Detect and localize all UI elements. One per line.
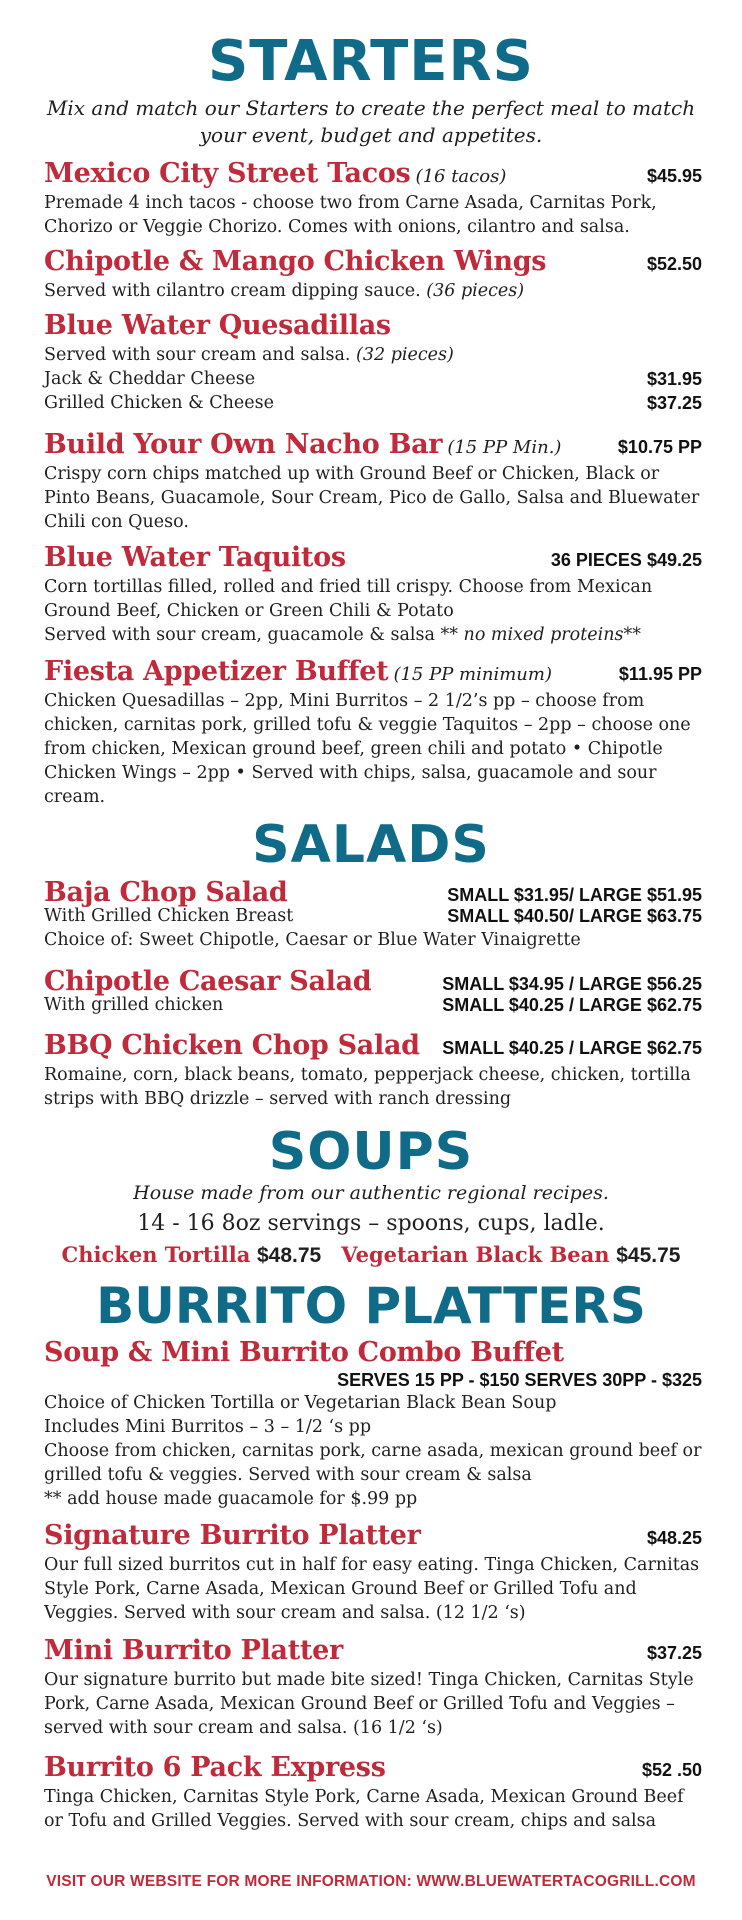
item-name: Chipotle & Mango Chicken Wings (44, 246, 547, 277)
soups-intro: House made from our authentic regional recipes. (133, 1182, 609, 1204)
item-name: Mexico City Street Tacos (44, 158, 411, 189)
item-price: $45.95 (646, 166, 702, 186)
item-price: SMALL $34.95 / LARGE $56.25 (442, 974, 702, 994)
item-price: $10.75 PP (617, 437, 702, 457)
item-description: Served with sour cream and salsa. (44, 345, 351, 365)
option-row (44, 993, 702, 1017)
item-description: Choose from chicken, carnitas pork, carne asada, mexican ground beef or grilled tofu & veggies. Served with sour cream & salsa (44, 1441, 702, 1485)
fiesta-item (0, 655, 742, 809)
item-description: Tinga Chicken, Carnitas Style Pork, Carne Asada, Mexican Ground Beef or Tofu and Grilled Veggies. Served with sour cream, chips and salsa (44, 1787, 684, 1831)
item-price: $11.95 PP (618, 664, 702, 684)
item-price: $48.25 (646, 1528, 702, 1548)
item-description: Served with cilantro cream dipping sauce. (44, 281, 421, 301)
item-description: Romaine, corn, black beans, tomato, pepperjack cheese, chicken, tortilla strips with BBQ drizzle – served with ranch dressing (44, 1065, 691, 1109)
wings-item (0, 245, 742, 303)
item-description: ** add house made guacamole for $.99 pp (44, 1489, 418, 1509)
item-name: Blue Water Taquitos (44, 542, 346, 573)
baja-salad-item (0, 876, 742, 952)
starters-title: STARTERS (207, 29, 535, 94)
item-description: Our signature burrito but made bite sized! Tinga Chicken, Carnitas Style Pork, Carne Asada, Mexican Ground Beef or Grilled Tofu and Veggies – served with sour cream and salsa. (16 1/2 ‘s) (44, 1670, 694, 1738)
item-name: Fiesta Appetizer Buffet (44, 656, 389, 687)
six-pack-item (0, 1751, 742, 1833)
item-name: Signature Burrito Platter (44, 1520, 421, 1551)
item-name: Burrito 6 Pack Express (44, 1752, 386, 1783)
item-name: Build Your Own Nacho Bar (44, 429, 443, 460)
soup-name: Vegetarian Black Bean (341, 1242, 610, 1267)
option-row (44, 904, 702, 928)
item-note: ** no mixed proteins** (440, 625, 641, 645)
item-note: (16 tacos) (415, 166, 507, 187)
signature-burrito-item (0, 1519, 742, 1625)
combo-item (0, 1336, 742, 1511)
item-note: (15 PP minimum) (393, 664, 552, 685)
item-description: Choice of: Sweet Chipotle, Caesar or Blue Water Vinaigrette (44, 930, 581, 950)
item-price: SMALL $40.25 / LARGE $62.75 (442, 1038, 702, 1058)
soup-name: Chicken Tortilla (61, 1242, 251, 1267)
item-name: BBQ Chicken Chop Salad (44, 1030, 420, 1061)
option-price: SMALL $40.25 / LARGE $62.75 (442, 995, 702, 1015)
item-name: Mini Burrito Platter (44, 1635, 343, 1666)
option-price: $37.25 (646, 393, 702, 413)
item-description: Includes Mini Burritos – 3 – 1/2 ‘s pp (44, 1417, 372, 1437)
item-name: Blue Water Quesadillas (44, 310, 391, 341)
item-price: $37.25 (646, 1643, 702, 1663)
quesadillas-item (0, 309, 742, 415)
soup-price: $48.75 (256, 1244, 322, 1267)
item-price: $52.50 (646, 254, 702, 274)
item-price: SMALL $31.95/ LARGE $51.95 (447, 885, 702, 905)
item-description: Corn tortillas filled, rolled and fried till crispy. Choose from Mexican Ground Beef, Chicken or Green Chili & Potato (44, 577, 653, 621)
item-description: Chicken Quesadillas – 2pp, Mini Burritos – 2 1/2’s pp – choose from chicken, carnitas pork, grilled tofu & veggie Taquitos – 2pp – choose one from chicken, Mexican ground beef, green chili and potato • Chipotle Chicken Wings – 2pp • Served with chips, salsa, guacamole and sour cream. (44, 691, 691, 807)
item-name: Baja Chop Salad (44, 877, 288, 908)
option-label: Grilled Chicken & Cheese (44, 393, 274, 413)
item-note: (36 pieces) (426, 281, 525, 301)
option-label: With Grilled Chicken Breast (44, 906, 294, 926)
soups-title: SOUPS (268, 1122, 474, 1182)
caesar-salad-item (0, 965, 742, 1017)
taquitos-item (0, 541, 742, 647)
soups-servings: 14 - 16 8oz servings – spoons, cups, ladle. (137, 1211, 605, 1236)
item-name: Soup & Mini Burrito Combo Buffet (44, 1337, 564, 1368)
option-label: With grilled chicken (44, 995, 224, 1015)
option-price: $31.95 (646, 369, 702, 389)
soup-list (0, 1240, 742, 1271)
item-price: $52 .50 (641, 1760, 702, 1780)
option-label: Jack & Cheddar Cheese (44, 369, 256, 389)
item-note: (15 PP Min.) (447, 437, 562, 458)
item-description: Choice of Chicken Tortilla or Vegetarian Black Bean Soup (44, 1393, 557, 1413)
item-description: Premade 4 inch tacos - choose two from Carne Asada, Carnitas Pork, Chorizo or Veggie Chorizo. Comes with onions, cilantro and salsa. (44, 193, 657, 237)
item-description: Served with sour cream, guacamole & salsa (44, 625, 435, 645)
tacos-item (0, 157, 742, 239)
nacho-item (0, 428, 742, 534)
option-row (44, 367, 702, 391)
option-row (44, 391, 702, 415)
website-footer: VISIT OUR WEBSITE FOR MORE INFORMATION: WWW.BLUEWATERTACOGRILL.COM (46, 1873, 696, 1890)
bbq-salad-item (0, 1029, 742, 1111)
option-price: SMALL $40.50/ LARGE $63.75 (447, 906, 702, 926)
item-price: SERVES 15 PP - $150 SERVES 30PP - $325 (337, 1370, 702, 1390)
soup-price: $45.75 (616, 1244, 681, 1267)
item-note: (32 pieces) (356, 345, 454, 365)
starters-intro: Mix and match our Starters to create the perfect meal to match your event, budget and appetites. (46, 96, 696, 147)
salads-title: SALADS (252, 815, 490, 875)
item-description: Crispy corn chips matched up with Ground Beef or Chicken, Black or Pinto Beans, Guacamole, Sour Cream, Pico de Gallo, Salsa and Bluewater Chili con Queso. (44, 464, 700, 532)
item-price: 36 PIECES $49.25 (550, 550, 702, 570)
item-description: Our full sized burritos cut in half for easy eating. Tinga Chicken, Carnitas Style Pork, Carne Asada, Mexican Ground Beef or Grilled Tofu and Veggies. Served with sour cream and salsa. (12 1/2 ‘s) (44, 1555, 700, 1623)
burritos-title: BURRITO PLATTERS (96, 1277, 646, 1335)
item-name: Chipotle Caesar Salad (44, 966, 372, 997)
mini-burrito-item (0, 1634, 742, 1740)
